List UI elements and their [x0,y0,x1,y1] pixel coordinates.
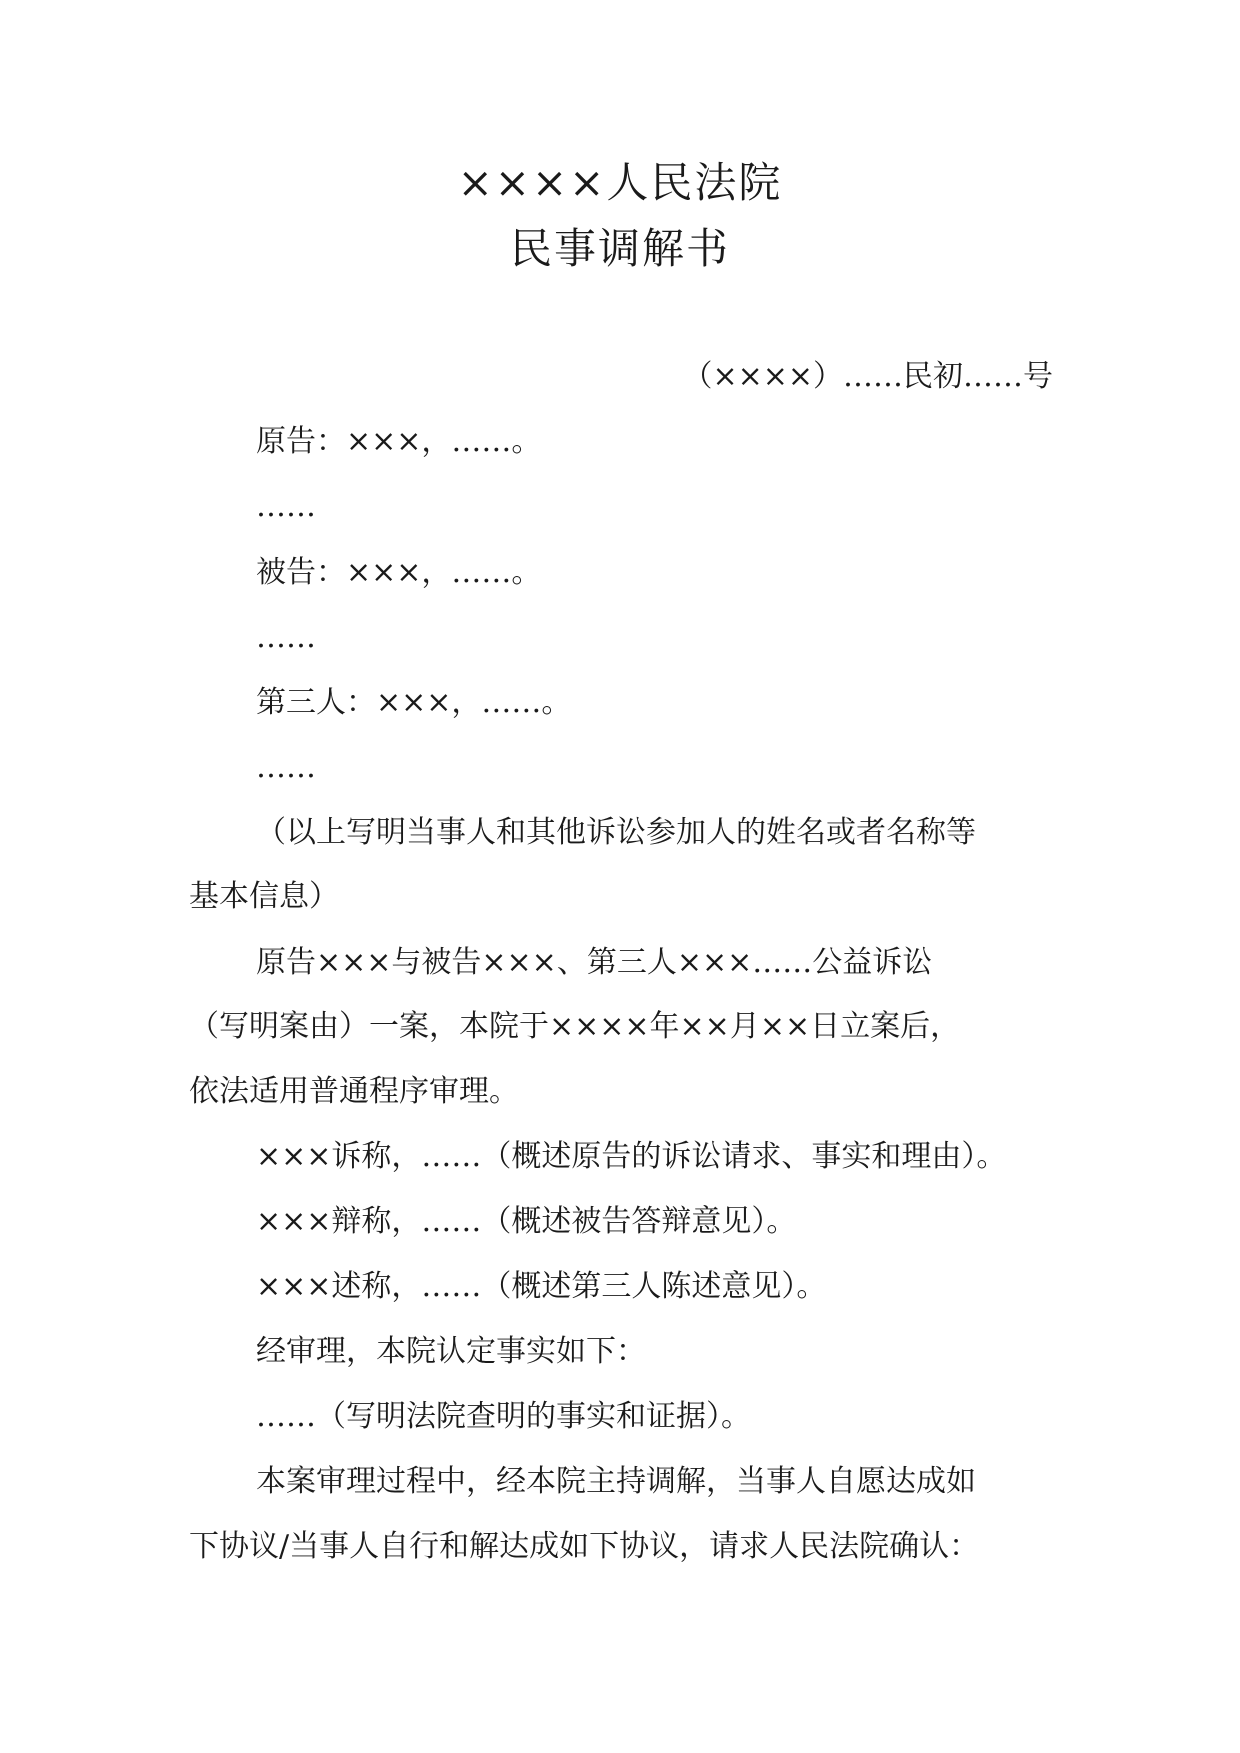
case-number: （××××）……民初……号 [682,359,1053,394]
third-party-statement-line: ×××述称，……（概述第三人陈述意见）。 [256,1269,827,1304]
mediation-line: 本案审理过程中，经本院主持调解，当事人自愿达成如 [256,1464,976,1499]
case-intro-line: （写明案由）一案，本院于××××年××月××日立案后， [189,1009,961,1044]
defendant-reply-line: ×××辩称，……（概述被告答辩意见）。 [256,1204,797,1239]
court-name-title: ××××人民法院 [457,158,783,207]
parties-note-line: 基本信息） [189,879,339,914]
case-intro-line: 依法适用普通程序审理。 [189,1074,519,1109]
parties-note-line: （以上写明当事人和其他诉讼参加人的姓名或者名称等 [256,815,976,850]
case-intro-line: 原告×××与被告×××、第三人×××……公益诉讼 [256,945,933,980]
ellipsis-line: …… [256,620,316,655]
facts-intro-line: 经审理，本院认定事实如下： [256,1334,646,1369]
plaintiff-claim-line: ×××诉称，……（概述原告的诉讼请求、事实和理由）。 [256,1139,1007,1174]
document-type-title: 民事调解书 [509,224,730,273]
third-party-line: 第三人：×××，……。 [256,685,572,720]
ellipsis-line: …… [256,489,316,524]
defendant-line: 被告：×××，……。 [256,555,542,590]
ellipsis-line: …… [256,750,316,785]
mediation-line: 下协议/当事人自行和解达成如下协议，请求人民法院确认： [189,1529,980,1564]
plaintiff-line: 原告：×××，……。 [256,424,542,459]
facts-line: ……（写明法院查明的事实和证据）。 [256,1399,751,1434]
